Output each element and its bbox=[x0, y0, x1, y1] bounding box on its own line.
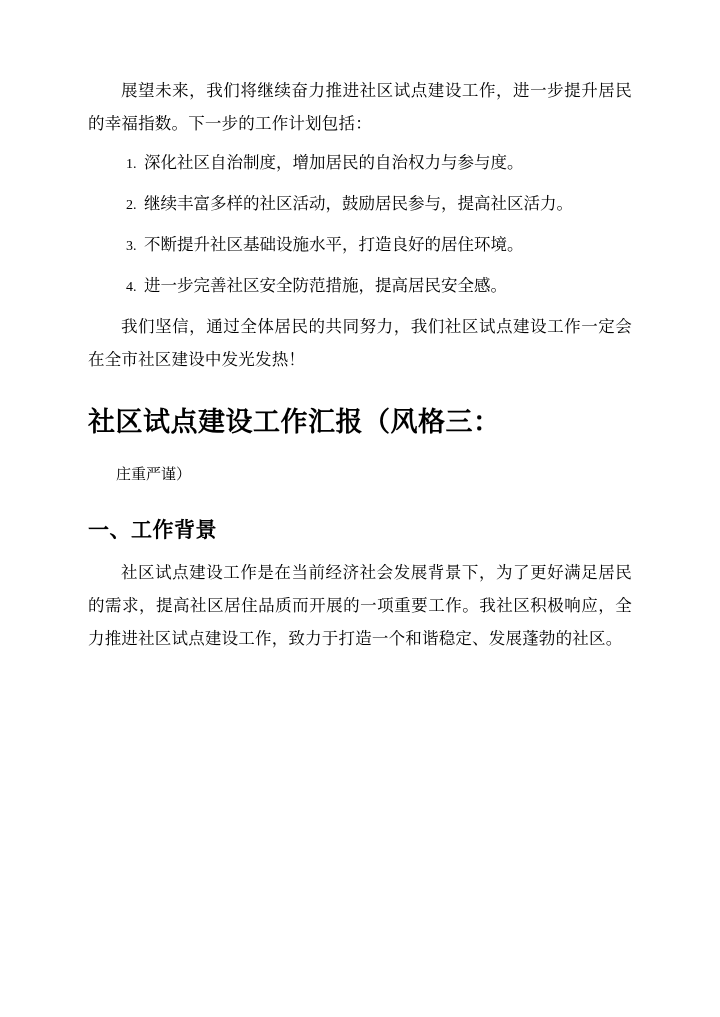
section-heading-background: 一、工作背景 bbox=[88, 517, 217, 542]
list-item: 1. 深化社区自治制度，增加居民的自治权力与参与度。 bbox=[140, 146, 632, 179]
list-item: 3. 不断提升社区基础设施水平，打造良好的居住环境。 bbox=[140, 228, 632, 261]
plan-list bbox=[88, 146, 632, 302]
list-item: 4. 进一步完善社区安全防范措施，提高居民安全感。 bbox=[140, 269, 632, 302]
paragraph-conviction: 我们坚信，通过全体居民的共同努力，我们社区试点建设工作一定会在全市社区建设中发光发热！ bbox=[88, 317, 632, 369]
paragraph-outlook: 展望未来，我们将继续奋力推进社区试点建设工作，进一步提升居民的幸福指数。下一步的工作计划包括： bbox=[88, 81, 632, 133]
document-subtitle: 庄重严谨） bbox=[116, 466, 192, 483]
paragraph-background: 社区试点建设工作是在当前经济社会发展背景下，为了更好满足居民的需求，提高社区居住品质而开展的一项重要工作。我社区积极响应，全力推进社区试点建设工作，致力于打造一个和谐稳定、发展蓬勃的社区。 bbox=[88, 562, 632, 648]
list-item: 2. 继续丰富多样的社区活动，鼓励居民参与，提高社区活力。 bbox=[140, 187, 632, 220]
page-title: 社区试点建设工作汇报（风格三： bbox=[88, 407, 501, 437]
